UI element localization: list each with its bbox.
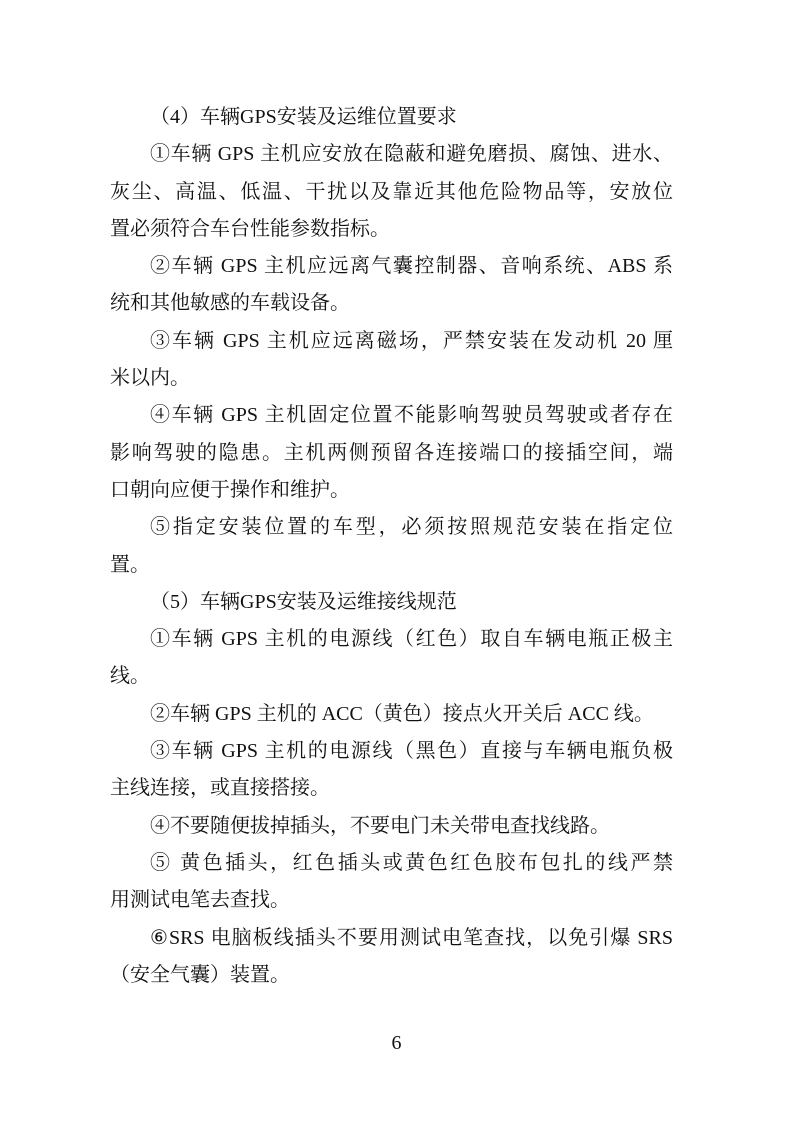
- paragraph-line: 用测试电笔去查找。: [110, 889, 290, 912]
- paragraph-line: ③车辆 GPS 主机应远离磁场，严禁安装在发动机 20 厘: [150, 329, 673, 352]
- paragraph-line: 灰尘、高温、低温、干扰以及靠近其他危险物品等，安放位: [110, 180, 673, 203]
- paragraph-line: 统和其他敏感的车载设备。: [110, 292, 350, 315]
- section-heading: [110, 584, 673, 621]
- paragraph: [110, 248, 673, 323]
- paragraph: [110, 696, 673, 733]
- paragraph-line: ⑥SRS 电脑板线插头不要用测试电笔查找，以免引爆 SRS: [150, 926, 673, 949]
- paragraph-line: 线。: [110, 665, 150, 688]
- paragraph-line: （安全气囊）装置。: [110, 963, 290, 986]
- document-page: [110, 99, 673, 994]
- paragraph-line: ④车辆 GPS 主机固定位置不能影响驾驶员驾驶或者存在: [150, 404, 673, 427]
- paragraph: [110, 733, 673, 808]
- paragraph-line: 主线连接，或直接搭接。: [110, 777, 330, 800]
- paragraph: [110, 323, 673, 398]
- section-heading: [110, 99, 673, 136]
- paragraph-line: ⑤ 黄色插头，红色插头或黄色红色胶布包扎的线严禁: [150, 851, 673, 874]
- paragraph-line: （4）车辆GPS安装及运维位置要求: [150, 106, 457, 128]
- paragraph-line: ⑤指定安装位置的车型，必须按照规范安装在指定位: [150, 516, 673, 539]
- paragraph-line: ②车辆 GPS 主机应远离气囊控制器、音响系统、ABS 系: [150, 255, 673, 278]
- paragraph: [110, 621, 673, 696]
- paragraph-line: ②车辆 GPS 主机的 ACC（黄色）接点火开关后 ACC 线。: [150, 702, 654, 725]
- paragraph-line: 米以内。: [110, 367, 190, 390]
- paragraph: [110, 845, 673, 920]
- paragraph-line: 口朝向应便于操作和维护。: [110, 478, 350, 501]
- paragraph-line: ④不要随便拔掉插头，不要电门未关带电查找线路。: [150, 814, 610, 837]
- paragraph: [110, 808, 673, 845]
- paragraph-line: ①车辆 GPS 主机应安放在隐蔽和避免磨损、腐蚀、进水、: [150, 143, 673, 166]
- paragraph: [110, 509, 673, 584]
- paragraph-line: 置必须符合车台性能参数指标。: [110, 217, 390, 240]
- paragraph-line: 置。: [110, 553, 150, 576]
- paragraph-line: ③车辆 GPS 主机的电源线（黑色）直接与车辆电瓶负极: [150, 740, 673, 763]
- paragraph-line: （5）车辆GPS安装及运维接线规范: [150, 590, 457, 613]
- paragraph-line: ①车辆 GPS 主机的电源线（红色）取自车辆电瓶正极主: [150, 628, 673, 651]
- paragraph: [110, 397, 673, 509]
- page-number: 6: [391, 1032, 402, 1054]
- paragraph-line: 影响驾驶的隐患。主机两侧预留各连接端口的接插空间，端: [110, 441, 673, 464]
- paragraph: [110, 920, 673, 995]
- paragraph: [110, 136, 673, 248]
